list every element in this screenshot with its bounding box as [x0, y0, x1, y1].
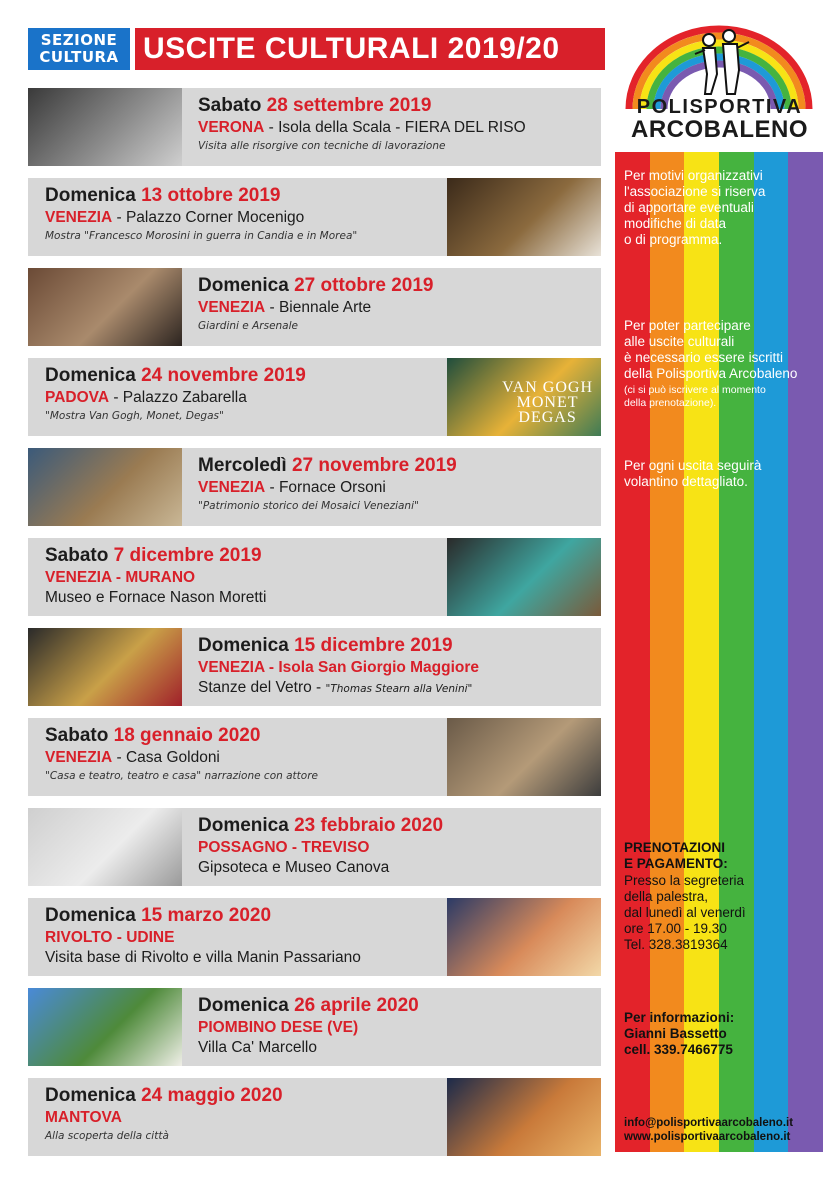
event-description: [45, 1128, 283, 1145]
event-photo: [447, 718, 601, 796]
event-date: [45, 544, 266, 568]
event-location: [45, 388, 306, 408]
event-city: VENEZIA: [198, 479, 266, 496]
event-text: [45, 724, 318, 785]
event-day: Domenica: [45, 365, 136, 386]
event-text: [198, 994, 419, 1058]
event-photo: [28, 988, 182, 1066]
membership-line: della Polisportiva Arcobaleno: [624, 366, 798, 381]
event-date: [45, 904, 361, 928]
event-photo: [28, 88, 182, 166]
event-description-text: Stanze del Vetro -: [198, 679, 326, 696]
event-description: [45, 408, 306, 425]
page-title: USCITE CULTURALI 2019/20: [135, 28, 605, 70]
page-header: [28, 28, 605, 70]
event-location: [198, 1018, 419, 1038]
event-photo: [447, 1078, 601, 1156]
event-description-text: "Casa e teatro, teatro e casa" narrazione con attore: [45, 770, 318, 782]
event-venue: - Palazzo Corner Mocenigo: [112, 209, 305, 226]
event-date-value: 27 novembre 2019: [291, 455, 457, 476]
event-photo: [28, 268, 182, 346]
event-text: [45, 904, 361, 968]
event-text: [45, 184, 357, 245]
event-venue: - Isola della Scala - FIERA DEL RISO: [264, 119, 526, 136]
event-text: [45, 1084, 283, 1145]
event-photo: [28, 808, 182, 886]
event-photo: [447, 538, 601, 616]
event-photo: [28, 628, 182, 706]
event-day: Domenica: [198, 815, 289, 836]
event-venue: - Casa Goldoni: [112, 749, 220, 766]
event-date: [45, 184, 357, 208]
event-day: Domenica: [198, 275, 289, 296]
event-description-text: "Patrimonio storico dei Mosaici Veneziani": [198, 500, 419, 512]
poster-text: MONET: [516, 394, 579, 411]
event-location: [45, 928, 361, 948]
event-day: Domenica: [45, 1085, 136, 1106]
notice-line: l'associazione si riserva: [624, 184, 766, 199]
logo-line2: ARCOBALENO: [631, 116, 808, 143]
event-date: [198, 994, 419, 1018]
booking-line: dal lunedì al venerdì: [624, 905, 746, 920]
event-date-value: 18 gennaio 2020: [113, 725, 261, 746]
flyer-text: [624, 458, 814, 490]
booking-line: ore 17.00 - 19.30: [624, 921, 727, 936]
logo-line1: POLISPORTIVA: [636, 96, 803, 118]
event-row: [28, 178, 601, 256]
event-date-value: 28 settembre 2019: [266, 95, 432, 116]
event-date: [45, 724, 318, 748]
event-description-text: Villa Ca' Marcello: [198, 1039, 317, 1056]
booking-title-line: E PAGAMENTO:: [624, 856, 728, 871]
event-venue: - Fornace Orsoni: [265, 479, 386, 496]
event-description-text: Museo e Fornace Nason Moretti: [45, 589, 267, 606]
website-link[interactable]: www.polisportivaarcobaleno.it: [624, 1131, 791, 1143]
event-text: [198, 94, 526, 155]
event-location: [198, 118, 526, 138]
event-description: [45, 588, 266, 608]
poster-text: DEGAS: [518, 409, 577, 426]
event-date: [198, 454, 457, 478]
event-date-value: 27 ottobre 2019: [294, 275, 434, 296]
event-venue: - Palazzo Zabarella: [109, 389, 247, 406]
booking-line: Presso la segreteria: [624, 873, 745, 888]
membership-note: [624, 384, 814, 410]
notice-line: Per motivi organizzativi: [624, 168, 763, 183]
event-description-text: Alla scoperta della città: [45, 1130, 169, 1142]
event-city: RIVOLTO - UDINE: [45, 929, 175, 946]
info-line: cell. 339.7466775: [624, 1042, 733, 1057]
event-date-value: 15 dicembre 2019: [294, 635, 453, 656]
event-date-value: 23 febbraio 2020: [294, 815, 444, 836]
notice-line: di apportare eventuali: [624, 200, 754, 215]
event-row: [28, 538, 601, 616]
event-date: [45, 1084, 283, 1108]
event-location: [45, 1108, 283, 1128]
event-city: POSSAGNO - TREVISO: [198, 839, 370, 856]
event-description: [198, 1038, 419, 1058]
event-day: Domenica: [198, 635, 289, 656]
event-text: [45, 544, 266, 608]
membership-line: è necessario essere iscritti: [624, 350, 784, 365]
section-badge: [28, 28, 130, 70]
event-day: Sabato: [45, 725, 109, 746]
event-location: [45, 748, 318, 768]
event-description: [45, 768, 318, 785]
poster-text: VAN GOGH: [502, 379, 593, 396]
event-location: [45, 208, 357, 228]
event-text: [198, 814, 443, 878]
booking-line: della palestra,: [624, 889, 709, 904]
event-date: [45, 364, 306, 388]
event-row: [28, 808, 601, 886]
event-venue: - Biennale Arte: [265, 299, 372, 316]
contacts: [624, 1116, 814, 1144]
event-row: [28, 268, 601, 346]
event-day: Sabato: [198, 95, 262, 116]
membership-line: alle uscite culturali: [624, 334, 735, 349]
event-city: VENEZIA: [45, 209, 113, 226]
event-description-text: Visita base di Rivolto e villa Manin Passariano: [45, 949, 361, 966]
event-location: [198, 838, 443, 858]
event-city: VERONA: [198, 119, 265, 136]
notice-line: modifiche di data: [624, 216, 727, 231]
event-description: [45, 948, 361, 968]
event-day: Sabato: [45, 545, 109, 566]
membership-note-line: (ci si può iscrivere al momento: [624, 384, 766, 396]
event-city: VENEZIA - MURANO: [45, 569, 196, 586]
event-location: [198, 478, 457, 498]
booking-line: Tel. 328.3819364: [624, 937, 728, 952]
section-line2: CULTURA: [39, 48, 119, 66]
event-description: [198, 858, 443, 878]
event-city: PADOVA: [45, 389, 110, 406]
event-description: [198, 678, 479, 699]
booking-title: [624, 840, 814, 872]
event-row: [28, 898, 601, 976]
event-date-value: 24 maggio 2020: [141, 1085, 283, 1106]
event-photo: [447, 178, 601, 256]
event-description-italic: "Thomas Stearn alla Venini": [325, 683, 473, 695]
event-date-value: 26 aprile 2020: [294, 995, 419, 1016]
event-day: Domenica: [45, 905, 136, 926]
event-date: [198, 274, 434, 298]
event-location: [198, 658, 479, 678]
event-description-text: "Mostra Van Gogh, Monet, Degas": [45, 410, 224, 422]
membership-line: Per poter partecipare: [624, 318, 751, 333]
section-line1: SEZIONE: [40, 31, 118, 49]
event-description: [198, 318, 434, 335]
event-city: VENEZIA - Isola San Giorgio Maggiore: [198, 659, 480, 676]
event-text: [198, 454, 457, 515]
event-location: [45, 568, 266, 588]
event-date-value: 15 marzo 2020: [141, 905, 272, 926]
event-description: [198, 138, 526, 155]
event-day: Domenica: [198, 995, 289, 1016]
event-day: Mercoledì: [198, 455, 287, 476]
info-text: [624, 1010, 814, 1058]
event-photo: [28, 448, 182, 526]
event-date-value: 13 ottobre 2019: [141, 185, 281, 206]
event-city: PIOMBINO DESE (VE): [198, 1019, 359, 1036]
event-row: [28, 1078, 601, 1156]
membership-text: [624, 318, 814, 382]
membership-note-line: della prenotazione).: [624, 397, 717, 409]
notice-line: o di programma.: [624, 232, 723, 247]
event-description-text: Giardini e Arsenale: [198, 320, 298, 332]
event-text: [198, 634, 479, 699]
email-link[interactable]: info@polisportivaarcobaleno.it: [624, 1117, 794, 1129]
event-text: [45, 364, 306, 425]
event-description-text: Gipsoteca e Museo Canova: [198, 859, 390, 876]
event-text: [198, 274, 434, 335]
event-location: [198, 298, 434, 318]
notice-text: [624, 168, 814, 248]
event-description-text: Mostra "Francesco Morosini in guerra in Candia e in Morea": [45, 230, 358, 242]
event-row: [28, 628, 601, 706]
event-date-value: 7 dicembre 2019: [113, 545, 262, 566]
event-row: [28, 718, 601, 796]
event-description: [45, 228, 357, 245]
info-line: Per informazioni:: [624, 1010, 735, 1025]
event-date-value: 24 novembre 2019: [141, 365, 306, 386]
event-day: Domenica: [45, 185, 136, 206]
event-city: MANTOVA: [45, 1109, 122, 1126]
flyer-line: Per ogni uscita seguirà: [624, 458, 762, 473]
event-row: [28, 88, 601, 166]
event-date: [198, 94, 526, 118]
booking-text: [624, 873, 814, 953]
event-date: [198, 634, 479, 658]
rainbow-column: [615, 152, 823, 1152]
event-city: VENEZIA: [45, 749, 113, 766]
event-row: [28, 358, 601, 436]
event-city: VENEZIA: [198, 299, 266, 316]
event-description-text: Visita alle risorgive con tecniche di lavorazione: [198, 140, 446, 152]
event-date: [198, 814, 443, 838]
event-description: [198, 498, 457, 515]
flyer-line: volantino dettagliato.: [624, 474, 748, 489]
event-row: [28, 448, 601, 526]
event-row: [28, 988, 601, 1066]
info-line: Gianni Bassetto: [624, 1026, 727, 1041]
event-photo: [447, 358, 601, 436]
booking-title-line: PRENOTAZIONI: [624, 840, 725, 855]
event-photo: [447, 898, 601, 976]
